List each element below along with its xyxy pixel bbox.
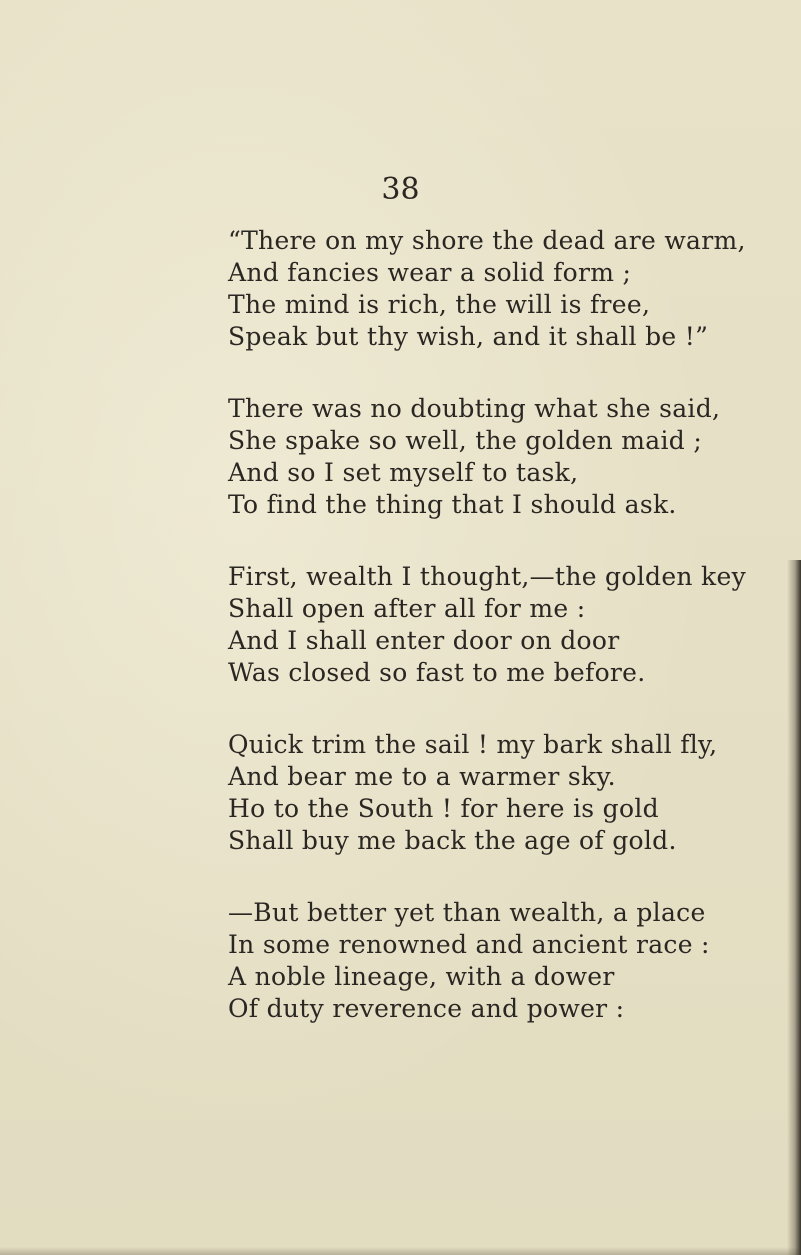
stanza-2 (228, 393, 788, 521)
poem-line: And bear me to a warmer sky. (228, 762, 616, 791)
poem-line: A noble lineage, with a dower (228, 962, 615, 991)
poem-line: Speak but thy wish, and it shall be !” (228, 322, 709, 351)
poem-line: Quick trim the sail ! my bark shall fly, (228, 730, 718, 759)
poem-line: And I shall enter door on door (228, 626, 620, 655)
poem-line: First, wealth I thought,—the golden key (228, 562, 747, 591)
poem-line: —But better yet than wealth, a place (228, 898, 706, 927)
poem-line: In some renowned and ancient race : (228, 930, 710, 959)
poem-line: Shall buy me back the age of gold. (228, 826, 677, 855)
poem-line: She spake so well, the golden maid ; (228, 426, 703, 455)
poem-line: To find the thing that I should ask. (228, 490, 677, 519)
poem (228, 225, 788, 1065)
stanza-3 (228, 561, 788, 689)
page-bottom-shadow (0, 1247, 801, 1255)
poem-line: “There on my shore the dead are warm, (228, 226, 746, 255)
poem-line: Was closed so fast to me before. (228, 658, 646, 687)
poem-line: Of duty reverence and power : (228, 994, 625, 1023)
stanza-1 (228, 225, 788, 353)
poem-line: And so I set myself to task, (228, 458, 579, 487)
poem-line: And fancies wear a solid form ; (228, 258, 632, 287)
stanza-4 (228, 729, 788, 857)
poem-line: There was no doubting what she said, (228, 394, 721, 423)
stanza-5 (228, 897, 788, 1025)
page-edge-shadow (787, 560, 801, 1255)
poem-line: Shall open after all for me : (228, 594, 586, 623)
page-number: 38 (381, 172, 420, 207)
poem-line: Ho to the South ! for here is gold (228, 794, 659, 823)
poem-line: The mind is rich, the will is free, (228, 290, 651, 319)
